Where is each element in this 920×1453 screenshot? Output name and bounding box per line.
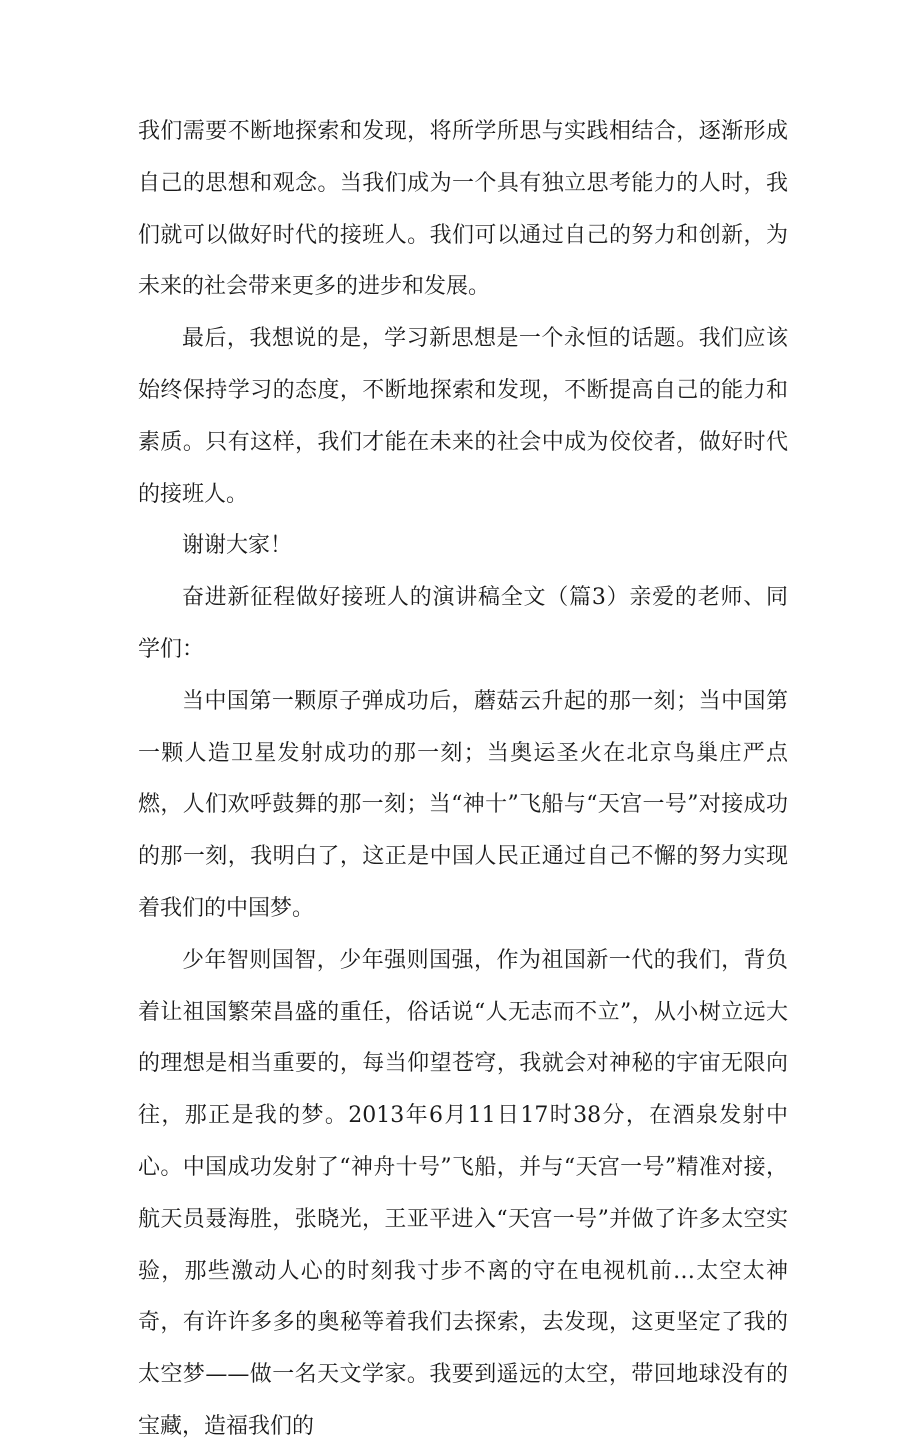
paragraph-4: 奋进新征程做好接班人的演讲稿全文（篇3）亲爱的老师、同学们： bbox=[138, 585, 788, 662]
paragraph-2: 最后，我想说的是，学习新思想是一个永恒的话题。我们应该始终保持学习的态度，不断地探索和发现，不断提高自己的能力和素质。只有这样，我们才能在未来的社会中成为佼佼者，做好时代的接班人。 bbox=[138, 326, 788, 507]
paragraph-5: 当中国第一颗原子弹成功后，蘑菇云升起的那一刻；当中国第一颗人造卫星发射成功的那一刻；当奥运圣火在北京鸟巢庄严点燃，人们欢呼鼓舞的那一刻；当“神十”飞船与“天宫一号”对接成功的那一刻，我明白了，这正是中国人民正通过自己不懈的努力实现着我们的中国梦。 bbox=[138, 688, 788, 921]
paragraph-6: 少年智则国智，少年强则国强，作为祖国新一代的我们，背负着让祖国繁荣昌盛的重任，俗话说“人无志而不立”，从小树立远大的理想是相当重要的，每当仰望苍穹，我就会对神秘的宇宙无限向往，那正是我的梦。2013年6月11日17时38分，在酒泉发射中心。中国成功发射了“神舟十号”飞船，并与“天宫一号”精准对接，航天员聂海胜，张晓光，王亚平进入“天宫一号”并做了许多太空实验，那些激动人心的时刻我寸步不离的守在电视机前…太空太神奇，有许许多多的奥秘等着我们去探索，去发现，这更坚定了我的太空梦——做一名天文学家。我要到遥远的太空，带回地球没有的宝藏，造福我们的 bbox=[138, 947, 788, 1439]
paragraph-1: 我们需要不断地探索和发现，将所学所思与实践相结合，逐渐形成自己的思想和观念。当我们成为一个具有独立思考能力的人时，我们就可以做好时代的接班人。我们可以通过自己的努力和创新，为未来的社会带来更多的进步和发展。 bbox=[138, 119, 788, 300]
paragraph-3: 谢谢大家！ bbox=[182, 533, 293, 559]
document-page bbox=[138, 106, 788, 1453]
